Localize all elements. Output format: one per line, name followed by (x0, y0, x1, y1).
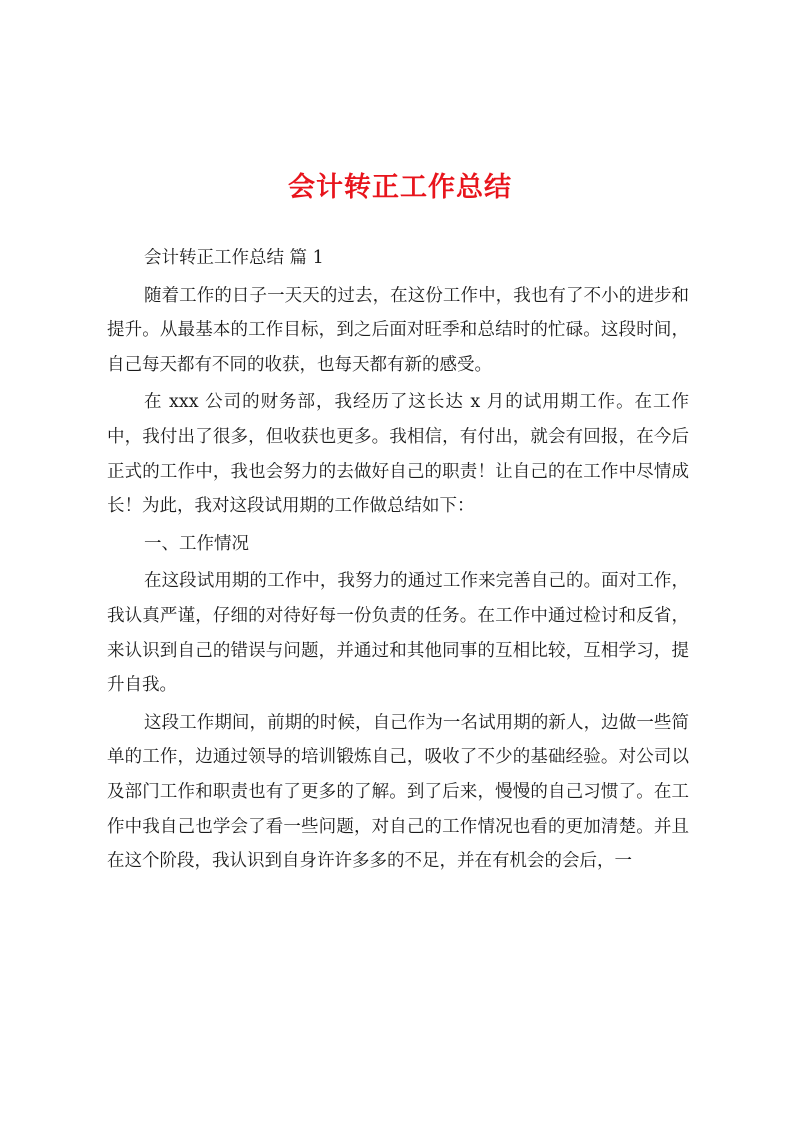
section-subheading: 一、工作情况 (144, 533, 249, 554)
section-heading: 会计转正工作总结 篇 1 (144, 248, 324, 268)
paragraph: 在这段试用期的工作中，我努力的通过工作来完善自己的。面对工作，我认真严谨，仔细的对待好每一份负责的任务。在工作中通过检讨和反省，来认识到自己的错误与问题，并通过和其他同事的互相比较，互相学习，提升自我。 (107, 571, 689, 696)
paragraph: 在 xxx 公司的财务部，我经历了这长达 x 月的试用期工作。在工作中，我付出了很多，但收获也更多。我相信，有付出，就会有回报，在今后正式的工作中，我也会努力的去做好自己的职责！让自己的在工作中尽情成长！为此，我对这段试用期的工作做总结如下： (107, 392, 689, 517)
paragraph: 这段工作期间，前期的时候，自己作为一名试用期的新人，边做一些简单的工作，边通过领导的培训锻炼自己，吸收了不少的基础经验。对公司以及部门工作和职责也有了更多的了解。到了后来，慢慢的自己习惯了。在工作中我自己也学会了看一些问题，对自己的工作情况也看的更加清楚。并且在这个阶段，我认识到自身许许多多的不足，并在有机会的会后，一 (107, 712, 689, 872)
paragraph: 随着工作的日子一天天的过去，在这份工作中，我也有了不小的进步和提升。从最基本的工作目标，到之后面对旺季和总结时的忙碌。这段时间，自己每天都有不同的收获，也每天都有新的感受。 (107, 285, 689, 375)
document-body (107, 241, 689, 879)
document-title: 会计转正工作总结 (288, 172, 512, 203)
